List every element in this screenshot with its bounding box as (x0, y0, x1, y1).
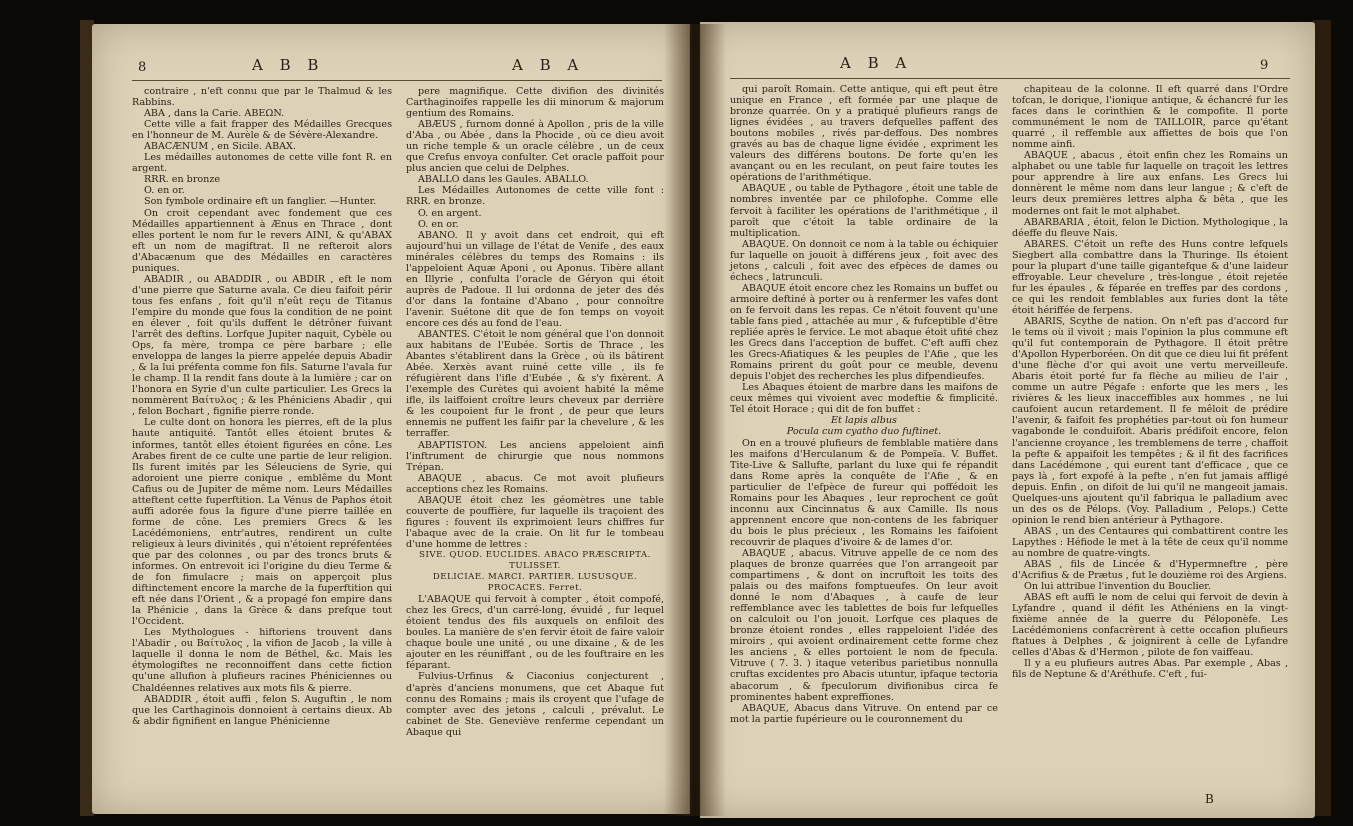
left-page (92, 24, 690, 814)
paragraph: chapiteau de la colonne. Il eft quarré dans l'Ordre tofcan, le dorique, l'ionique antique, & échancré fur les faces dans le corinthien & le compofite. Il porte communément le nom de TAILLOIR, parce qu'étant quarré , il reffemble aux affiettes de bois que l'on nomme ainfi. (1012, 84, 1288, 151)
text-column-left (132, 86, 392, 727)
paragraph: ABAS , un des Centaures qui combattirent contre les Lapythes : Héfiode le met à la tête de ceux qu'il nomme au nombre de quatre-vingts. (1012, 525, 1288, 559)
paragraph: ABARBARIA , étoit, felon le Diction. Mythologique , la déeffe du fleuve Nais. (1012, 216, 1288, 239)
header-rule (730, 78, 1290, 79)
text-column-right (406, 86, 664, 738)
paragraph: ABAQUE , abacus. Vitruve appelle de ce nom des plaques de bronze quarrées que l'on arrangeoit par compartimens , & dont on incruftoit les toits des palais ou des maifons fomptueufes. On leur avoit donné le nom d'Abaques , à caufe de leur reffemblance avec les tablettes de bois fur lefquelles on calculoit ou l'on jouoit. Lorfque ces plaques de bronze étoient rondes , elles rappeloient l'idée des miroirs , qui avoient ordinairement cette forme chez les anciens , & elles portoient le nom de fpecula. Vitruve ( 7. 3. ) itaque veteribus parietibus nonnulla cruftas excidentes pro Abacis utuntur, ipfaque tectoria abacorum , & fpeculorum divifionibus circa fe prominentes habent expreffiones. (730, 547, 998, 703)
paragraph: DELICIAE. MARCI. PARTIER. LUSUSQUE. PROCACES. Ferret. (432, 572, 638, 594)
column-header: A B A (512, 56, 585, 74)
header-rule (132, 80, 662, 81)
text-column-left (730, 84, 998, 725)
paragraph: ABAQUE, Abacus dans Vitruve. On entend par ce mot la partie fupérieure ou le couronnement du (730, 702, 998, 725)
paragraph: ABAQUE , abacus , étoit enfin chez les Romains un alphabet ou une table fur laquelle on traçoit les lettres pour apprendre à lire aux enfans. Les Grecs lui donnèrent le même nom dans leur langue ; & c'eft de leurs deux premières lettres alpha & bêta , que les modernes ont fait le mot alphabet. (1012, 150, 1288, 217)
paragraph: ABAQUE , ou table de Pythagore , étoit une table de nombres inventée par ce philofophe. Comme elle fervoit à faciliter les opérations de l'arithmétique , il paroît que c'étoit la table ordinaire de la multiplication. (730, 183, 998, 239)
paragraph: Les Médailles Autonomes de cette ville font : RRR. en bronze. (406, 185, 664, 208)
paragraph: Les médailles autonomes de cette ville font R. en argent. (132, 152, 392, 175)
paragraph: O. en argent. (418, 207, 482, 219)
right-page (700, 22, 1315, 818)
paragraph: pere magnifique. Cette divifion des divinités Carthaginoifes rappelle les dii minorum & majorum gentium des Romains. (406, 86, 664, 120)
paragraph: O. en or. (418, 218, 459, 230)
paragraph: SIVE. QUOD. EUCLIDES. ABACO PRÆSCRIPTA. TULISSET. (419, 549, 651, 572)
paragraph: ABADIR , ou ABADDIR , ou ABDIR , eft le nom d'une pierre que Saturne avala. Ce dieu faifoit périr tous fes enfans , foit qu'il n'eût reçu de Titanus l'empire du monde que fous la condition de ne point en élever , foit qu'ils duffent le détrôner fuivant l'arrêt des deftins. Lorfque Jupiter naquit, Cybèle ou Ops, fa mère, trompa ce père barbare ; elle enveloppa de langes la pierre appelée depuis Abadir , & la lui préfenta comme fon fils. Saturne l'avala fur le champ. Il la rendit fans doute à la lumière ; car on l'honora en Syrie d'un culte particulier. Les Grecs la nommèrent Βαίτυλος ; & les Phéniciens Abadir , qui , felon Bochart , fignifie pierre ronde. (132, 273, 392, 418)
paragraph: Les Abaques étoient de marbre dans les maifons de ceux mêmes qui vivoient avec modeftie & fimplicité. Tel étoit Horace ; qui dit de fon buffet : (730, 382, 998, 416)
paragraph: ABARIS, Scythe de nation. On n'eft pas d'accord fur le tems où il vivoit ; mais l'opinion la plus commune eft qu'il fut contemporain de Pythagore. Il étoit prêtre d'Apollon Hyperboréen. On dit que ce dieu lui fit préfent d'une flèche d'or qui avoit une vertu merveilleufe. Abaris étoit porté fur fa flèche au milieu de l'air , comme un autre Pégafe : enforte que les mers , les rivières & les lieux inacceffibles aux hommes , ne lui caufoient aucun retardement. Il fe mêloit de prédire l'avenir, & faifoit fes prophéties par-tout où fon humeur vagabonde le conduifoit. Abaris prédifoit encore, felon l'ancienne croyance , les tremblemens de terre , chaffoit la pefte & appaifoit les tempêtes ; & il fit des facrifices dans Lacédémone , qui eurent tant d'efficace , que ce pays là , fort expofé à la pefte , n'en fut jamais affligé depuis. Enfin , on difoit de lui qu'il ne mangeoit jamais. Quelques-uns ajoutent qu'il fabriqua le palladium avec un des os de Pélops. (Voy. Palladium , Pelops.) Cette opinion le rend bien antérieur à Pythagore. (1012, 315, 1288, 526)
page-number: 8 (138, 60, 147, 75)
text-column-right (1012, 84, 1288, 681)
paragraph: ABAS , fils de Lincée & d'Hypermneftre , père d'Acrifius & de Prætus , fut le douzième roi des Argiens. (1012, 559, 1288, 582)
paragraph: ABAS eft auffi le nom de celui qui fervoit de devin à Lyfandre , quand il défit les Athéniens en la vingt-fixième année de la guerre du Péloponèfe. Les Lacédémoniens confacrèrent à cette occafion plufieurs ftatues à Delphes , & joignirent à celle de Lyfandre celles d'Abas & d'Hermon , pilote de fon vaiffeau. (1012, 592, 1288, 659)
paragraph: ABAQUE étoit encore chez les Romains un buffet ou armoire deftiné à porter ou à renfermer les vafes dont on fe fervoit dans les repas. Ce n'étoit fouvent qu'une table fans pied , attachée au mur , & fufceptible d'être repliée après le fervice. Le mot abaque étoit ufité chez les Grecs dans l'acception de buffet. C'eft auffi chez les Grecs-Afiatiques & les peuples de l'Afie , que les Romains prirent du goût pour ce meuble, devenu depuis l'objet des recherches les plus difpendieufes. (730, 282, 998, 383)
paragraph: ABADDIR , étoit auffi , felon S. Auguftin , le nom que les Carthaginois donnoient à certains dieux. Ab & abdir fignifient en langue Phénicienne (132, 693, 392, 727)
paragraph: Les Mythologues - hiftoriens trouvent dans l'Abadir , ou Βαίτυλος , la vifion de Jacob , la ville à laquelle il donna le nom de Béthel, &c. Mais les étymologiftes ne reconnoiffent dans cette fiction qu'une allufion à plufieurs racines Phéniciennes ou Chaldéennes relatives aux mots fils & pierre. (132, 627, 392, 694)
paragraph: ABANO. Il y avoit dans cet endroit, qui eft aujourd'hui un village de l'état de Venife , des eaux minérales célèbres du temps des Romains : ils l'appeloient Aquæ Aponi , ou Aponus. Tibère allant en Illyrie , confulta l'oracle de Géryon qui étoit auprès de Padoue. Il lui ordonna de jeter des dés d'or dans la fontaine d'Abano , pour connoître l'avenir. Suétone dit que de fon temps on voyoit encore ces dés au fond de l'eau. (406, 229, 664, 329)
signature-mark: B (1205, 792, 1214, 806)
right-cover-edge (1313, 20, 1331, 816)
paragraph: Son fymbole ordinaire eft un fanglier. —Hunter. (144, 196, 377, 208)
paragraph: ABA , dans la Carie. ABEΩN. (144, 108, 285, 120)
paragraph: Il y a eu plufieurs autres Abas. Par exemple , Abas , fils de Neptune & d'Aréthufe. C'eft , fui- (1012, 658, 1288, 681)
paragraph: ABÆUS , furnom donné à Apollon , pris de la ville d'Aba , ou Abée , dans la Phocide , où ce dieu avoit un riche temple & un oracle célèbre , un de ceux que Crefus envoya confulter. Cet oracle paffoit pour plus ancien que celui de Delphes. (406, 119, 664, 175)
paragraph: ABACÆNUM , en Sicile. ABAX. (144, 141, 296, 153)
paragraph: RRR. en bronze (144, 174, 221, 186)
running-header: A B A (840, 54, 913, 72)
paragraph: ABAQUE , abacus. Ce mot avoit plufieurs acceptions chez les Romains. (406, 472, 664, 495)
book-gutter (664, 24, 726, 816)
paragraph: ABALLO dans les Gaules. ABALLO. (418, 174, 589, 186)
paragraph: Et lapis albus (831, 415, 897, 427)
paragraph: Pocula cum cyatho duo fuftinet. (786, 426, 942, 438)
paragraph: On croit cependant avec fondement que ces Médailles appartiennent à Ænus en Thrace , dont elles portent le nom fur le revers AINI, & qu'ABAX eft un nom de magiftrat. Il ne refteroit alors d'Abacænum que des Médailles en caractères puniques. (132, 207, 392, 274)
paragraph: ABAPTISTON. Les anciens appeloient ainfi l'inftrument de chirurgie que nous nommons Trépan. (406, 439, 664, 473)
paragraph: ABAQUE étoit chez les géomètres une table couverte de pouffière, fur laquelle ils traçoient des figures : fouvent ils exprimoient leurs chiffres fur l'abaque avec de la craie. On lit fur le tombeau d'une homme de lettres : (406, 494, 664, 550)
paragraph: contraire , n'eft connu que par le Thalmud & les Rabbins. (132, 86, 392, 109)
paragraph: ABARES. C'étoit un refte des Huns contre lefquels Siegbert alla combattre dans la Thuringe. Ils étoient pour la plupart d'une taille gigantefque & d'une laideur effroyable. Leur chevelure , très-longue , étoit rejetée fur les épaules , & féparée en treffes par des cordons , ce qui les rendoit femblables aux furies dont la tête étoit hériffée de ferpens. (1012, 238, 1288, 316)
paragraph: ABAQUE. On donnoit ce nom à la table ou échiquier fur laquelle on jouoit à différens jeux , foit avec des jetons , calculi , foit avec des efpèces de dames ou échecs , latrunculi. (730, 238, 998, 283)
paragraph: On en a trouvé plufieurs de femblable matière dans les maifons d'Herculanum & de Pompeïa. V. Buffet. Tite-Live & Sallufte, parlant du luxe qui fe répandit dans Rome après la conquête de l'Afie , & en particulier de l'efpèce de fureur qui poffédoit les Romains pour les Abaques , leur reprochent ce goût inconnu aux Cincinnatus & aux Camille. Ils nous apprennent encore que non-contens de les fabriquer du bois le plus précieux , les Romains les faifoient recouvrir de plaques d'ivoire & de lames d'or. (730, 437, 998, 548)
paragraph: O. en or. (144, 185, 185, 197)
running-header: A B B (252, 56, 325, 74)
paragraph: ABANTES. C'étoit le nom général que l'on donnoit aux habitans de l'Eubée. Sortis de Thrace , les Abantes s'établirent dans la Grèce , où ils bâtirent Abée. Xerxès avant ruiné cette ville , ils fe réfugièrent dans l'ifle d'Eubée , & s'y fixèrent. A l'exemple des Curètes qui avoient habité la même ifle, ils laiffoient croître leurs cheveux par derrière & les coupoient fur le front , de peur que leurs ennemis ne puffent les faifir par la chevelure , & les terraffer. (406, 329, 664, 440)
page-number: 9 (1260, 58, 1269, 73)
paragraph: On lui attribue l'invention du Bouclier. (1024, 581, 1211, 593)
paragraph: qui paroît Romain. Cette antique, qui eft peut être unique en France , eft formée par une plaque de bronze quarrée. On y a pratiqué plufieurs rangs de lignes évidées , au travers defquelles paffent des boutons mobiles , rivés par-deffous. Des nombres gravés au bas de chaque ligne évidée , expriment les valeurs des différens boutons. De forte qu'en les avançant ou en les reculant, on peut faire toutes les opérations de l'arithmétique. (730, 84, 998, 184)
paragraph: Cette ville a fait frapper des Médailles Grecques en l'honneur de M. Aurèle & de Sévère-Alexandre. (132, 119, 392, 142)
paragraph: Le culte dont on honora les pierres, eft de la plus haute antiquité. Tantôt elles étoient brutes & informes, tantôt elles étoient figurées en cône. Les Arabes firent de ce culte une partie de leur religion. Ils furent imités par les Séleuciens de Syrie, qui adoroient une pierre conique , emblême du Mont Cafius ou de Jupiter de même nom. Leurs Médailles atteftent cette fuperftition. La Vénus de Paphos étoit auffi adorée fous la figure d'une pierre taillée en forme de cône. Les premiers Grecs & les Lacédémoniens, entr'autres, rendirent un culte religieux à leurs divinités , qui n'étoient repréfentées que par des colonnes , ou par des troncs bruts & informes. On entrevoit ici l'origine du dieu Terme & de fon fimulacre ; mais on apperçoit plus diftinctement encore la marche de la fuperftition qui eft née dans l'Orient , & a propagé fon empire dans la Phénicie , dans la Grèce & dans prefque tout l'Occident. (132, 417, 392, 628)
paragraph: L'ABAQUE qui fervoit à compter , étoit compofé, chez les Grecs, d'un carré-long, évuidé , fur lequel étoient tendus des fils auxquels on enfiloit des boules. La manière de s'en fervir étoit de faire valoir chaque boule une unité , ou une dixaine , & de les ajouter en les réuniffant , ou de les fouftraire en les féparant. (406, 594, 664, 672)
paragraph: Fulvius-Urfinus & Ciaconius conjecturent , d'après d'anciens monumens, que cet Abaque fut connu des Romains ; mais ils croyent que l'ufage de compter avec des jetons , calculi , prévalut. Le cabinet de Ste. Geneviève renferme cependant un Abaque qui (406, 671, 664, 738)
